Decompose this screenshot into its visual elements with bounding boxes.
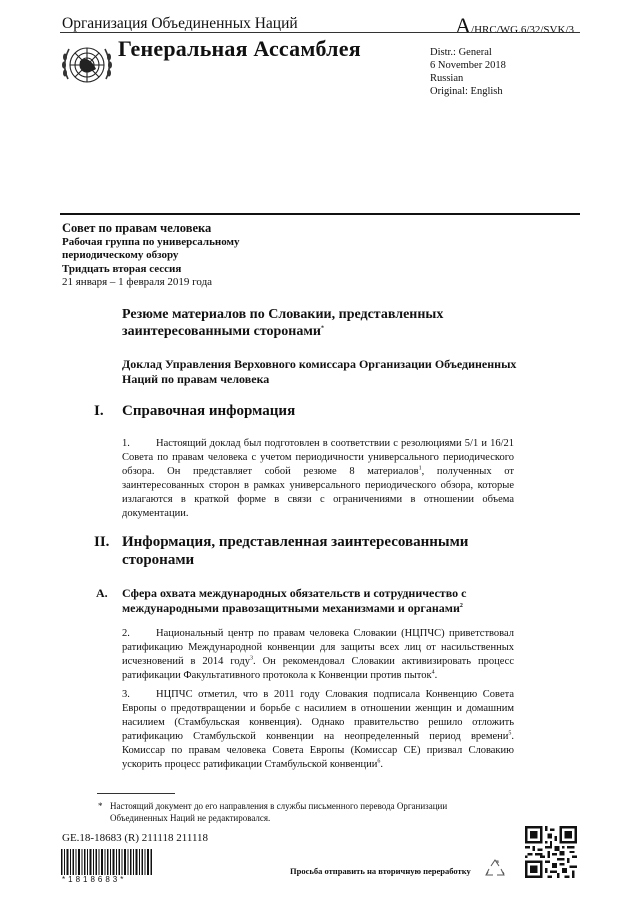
section-rule [60,213,580,215]
footnote-ref[interactable]: 4 [431,669,435,676]
document-subtitle: Доклад Управления Верховного комиссара Организации Объединенных Наций по правам человека [122,357,517,386]
un-emblem-icon [60,39,114,91]
footnote-ref[interactable]: 2 [459,603,463,609]
footnote-mark: * [98,801,103,811]
paragraph-text: НЦПЧС отметил, что в 2011 году Словакия подписала Конвенцию Совета Европы о предотвращении и борьбе с насилием в отношении женщин и домашним насилием (Стамбульская конвенция). Однако правительство решило отложить ратификацию Стамбульской конвенции на неопределенный период времени [122,689,514,742]
subsection-heading-a [96,586,522,616]
footnote-rule [97,793,175,794]
paragraph-2 [122,627,514,683]
paragraph-text: , полученных от заинтересованных сторон в рамках универсального периодического обзора, которые излагаются в краткой форме в связи с ограничениями в отношении объема документации. [122,466,514,519]
session-dates: 21 января – 1 февраля 2019 года [62,276,213,288]
section-number: II. [94,534,110,550]
section-title: Справочная информация [122,403,296,419]
title-text: Резюме материалов по Словакии, представленных заинтересованными сторонами [122,307,444,339]
working-group-line1: Рабочая группа по универсальному [62,235,240,248]
document-language: Russian [430,73,464,84]
barcode-icon [61,849,153,875]
assembly-title: Генеральная Ассамблея [118,36,361,61]
paragraph-number: 2. [122,628,130,639]
footnote [98,800,490,824]
document-symbol [455,13,574,39]
section-title: Информация, представленная заинтересованными сторонами [122,534,469,568]
original-language: Original: English [430,86,503,97]
subsection-number: A. [96,586,108,600]
paragraph-1 [122,437,514,521]
document-date: 6 November 2018 [430,60,506,71]
paragraph-text: . [434,670,438,681]
council-block [62,222,240,290]
organization-name: Организация Объединенных Наций [62,15,298,32]
recycle-note: Просьба отправить на вторичную переработку [290,866,471,876]
footnote-ref[interactable]: 1 [418,465,422,472]
footnote-ref[interactable]: 5 [508,730,512,737]
symbol-prefix: A [455,13,472,38]
distribution: Distr.: General [430,47,492,58]
paragraph-text: Национальный центр по правам человека Словакии (НЦПЧС) приветствовал ратификацию Международной конвенции для защиты всех лиц от насильственных исчезновений в 2014 году [122,628,514,667]
barcode-number: *1818683* [62,875,127,884]
session-name: Тридцать вторая сессия [62,262,182,275]
section-heading-2 [94,533,522,569]
paragraph-3 [122,688,514,772]
distribution-block [430,46,506,98]
council-name: Совет по правам человека [62,221,212,235]
paragraph-number: 3. [122,689,130,700]
paragraph-number: 1. [122,438,130,449]
recycle-icon [483,857,507,881]
footnote-ref[interactable]: 3 [249,655,253,662]
document-title [122,306,542,340]
header-rule [60,32,580,33]
title-footnote-mark[interactable]: * [320,325,324,332]
paragraph-text: . Он рекомендовал Словакии активизировать процесс ратификации Факультативного протокола к Конвенции против пыток [122,656,514,681]
paragraph-text: . [380,759,384,770]
subsection-title: Сфера охвата международных обязательств и сотрудничество с международными правозащитными механизмами и органами [122,586,467,615]
section-number: I. [94,403,104,419]
footnote-ref[interactable]: 6 [377,758,381,765]
qr-code-icon [525,826,577,878]
footnote-text: Настоящий документ до его направления в службы письменного перевода Организации Объединенных Наций не редактировался. [110,801,448,823]
symbol-rest: /HRC/WG.6/32/SVK/3 [471,24,574,36]
document-code: GE.18-18683 (R) 211118 211118 [62,832,209,844]
section-heading-1 [94,403,296,420]
paragraph-text: Настоящий доклад был подготовлен в соответствии с резолюциями 5/1 и 16/21 Совета по правам человека с учетом периодичности универсального периодического обзора. Он представляет собой резюме 8 материалов [122,438,514,477]
paragraph-text: . Комиссар по правам человека Совета Европы (Комиссар СЕ) призвал Словакию ускорить процесс ратификации Стамбульской конвенции [122,731,514,770]
working-group-line2: периодическому обзору [62,249,179,261]
